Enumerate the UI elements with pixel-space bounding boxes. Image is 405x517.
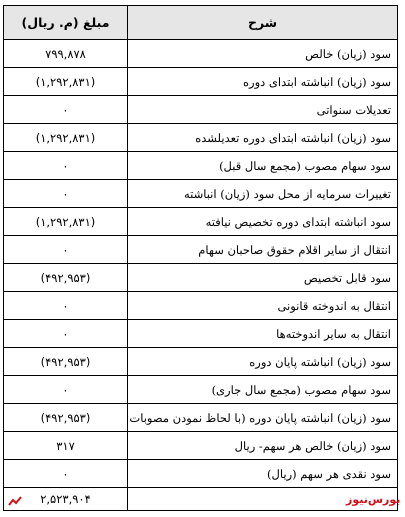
row-amount: ۰ [4, 236, 128, 264]
row-amount: ۰ [4, 320, 128, 348]
row-description: سود (زیان) خالص هر سهم- ریال [128, 432, 398, 460]
table-header-row [4, 6, 398, 40]
row-description: سود انباشته ابتدای دوره تخصیص نیافته [128, 208, 398, 236]
row-description: سود (زیان) خالص [128, 40, 398, 68]
row-description: انتقال به اندوخته قانونی [128, 292, 398, 320]
row-amount: ۳۱۷ [4, 432, 128, 460]
table-row [4, 460, 398, 488]
table-row [4, 376, 398, 404]
row-amount: ۰ [4, 376, 128, 404]
amount-column-header: مبلغ (م. ریال) [4, 6, 128, 40]
row-amount: ۰ [4, 180, 128, 208]
row-amount: (۱,۲۹۲,۸۳۱) [4, 208, 128, 236]
table-row [4, 96, 398, 124]
row-amount: (۱,۲۹۲,۸۳۱) [4, 68, 128, 96]
row-amount: (۴۹۲,۹۵۳) [4, 264, 128, 292]
row-description: تغییرات سرمایه از محل سود (زیان) انباشته [128, 180, 398, 208]
row-description: تعدیلات سنواتی [128, 96, 398, 124]
row-amount: ۰ [4, 292, 128, 320]
row-amount: ۷۹۹,۸۷۸ [4, 40, 128, 68]
row-amount: ۲,۵۲۳,۹۰۴ [4, 488, 128, 511]
row-description: سود سهام مصوب (مجمع سال جاری) [128, 376, 398, 404]
table-row [4, 320, 398, 348]
row-description: سود قابل تخصیص [128, 264, 398, 292]
row-description: سود نقدی هر سهم (ریال) [128, 460, 398, 488]
table-row [4, 68, 398, 96]
row-description: سود (زیان) انباشته پایان دوره (با لحاظ نمودن مصوبات [128, 404, 398, 432]
table-row [4, 124, 398, 152]
table-row [4, 208, 398, 236]
table-row [4, 432, 398, 460]
table-row [4, 180, 398, 208]
watermark-logo-text: بورس‌نیوز [346, 493, 401, 506]
description-column-header: شرح [128, 6, 398, 40]
row-description: انتقال از سایر اقلام حقوق صاحبان سهام [128, 236, 398, 264]
row-description: سود (زیان) انباشته ابتدای دوره تعدیلشده [128, 124, 398, 152]
row-amount: (۴۹۲,۹۵۳) [4, 348, 128, 376]
table-row [4, 404, 398, 432]
table-row [4, 152, 398, 180]
row-description: سود (زیان) انباشته پایان دوره [128, 348, 398, 376]
row-amount: (۱,۲۹۲,۸۳۱) [4, 124, 128, 152]
row-description: انتقال به سایر اندوخته‌ها [128, 320, 398, 348]
profit-table [3, 5, 401, 511]
table-row [4, 348, 398, 376]
table-row-total [4, 488, 398, 511]
row-description: سود سهام مصوب (مجمع سال قبل) [128, 152, 398, 180]
row-amount: (۴۹۲,۹۵۳) [4, 404, 128, 432]
table-row [4, 236, 398, 264]
profit-distribution-sheet [4, 5, 401, 511]
table-row [4, 264, 398, 292]
row-amount: ۰ [4, 460, 128, 488]
row-amount: ۰ [4, 152, 128, 180]
watermark-logo-icon [8, 496, 22, 507]
table-row [4, 292, 398, 320]
table-row [4, 40, 398, 68]
row-amount: ۰ [4, 96, 128, 124]
row-description: سود (زیان) انباشته ابتدای دوره [128, 68, 398, 96]
